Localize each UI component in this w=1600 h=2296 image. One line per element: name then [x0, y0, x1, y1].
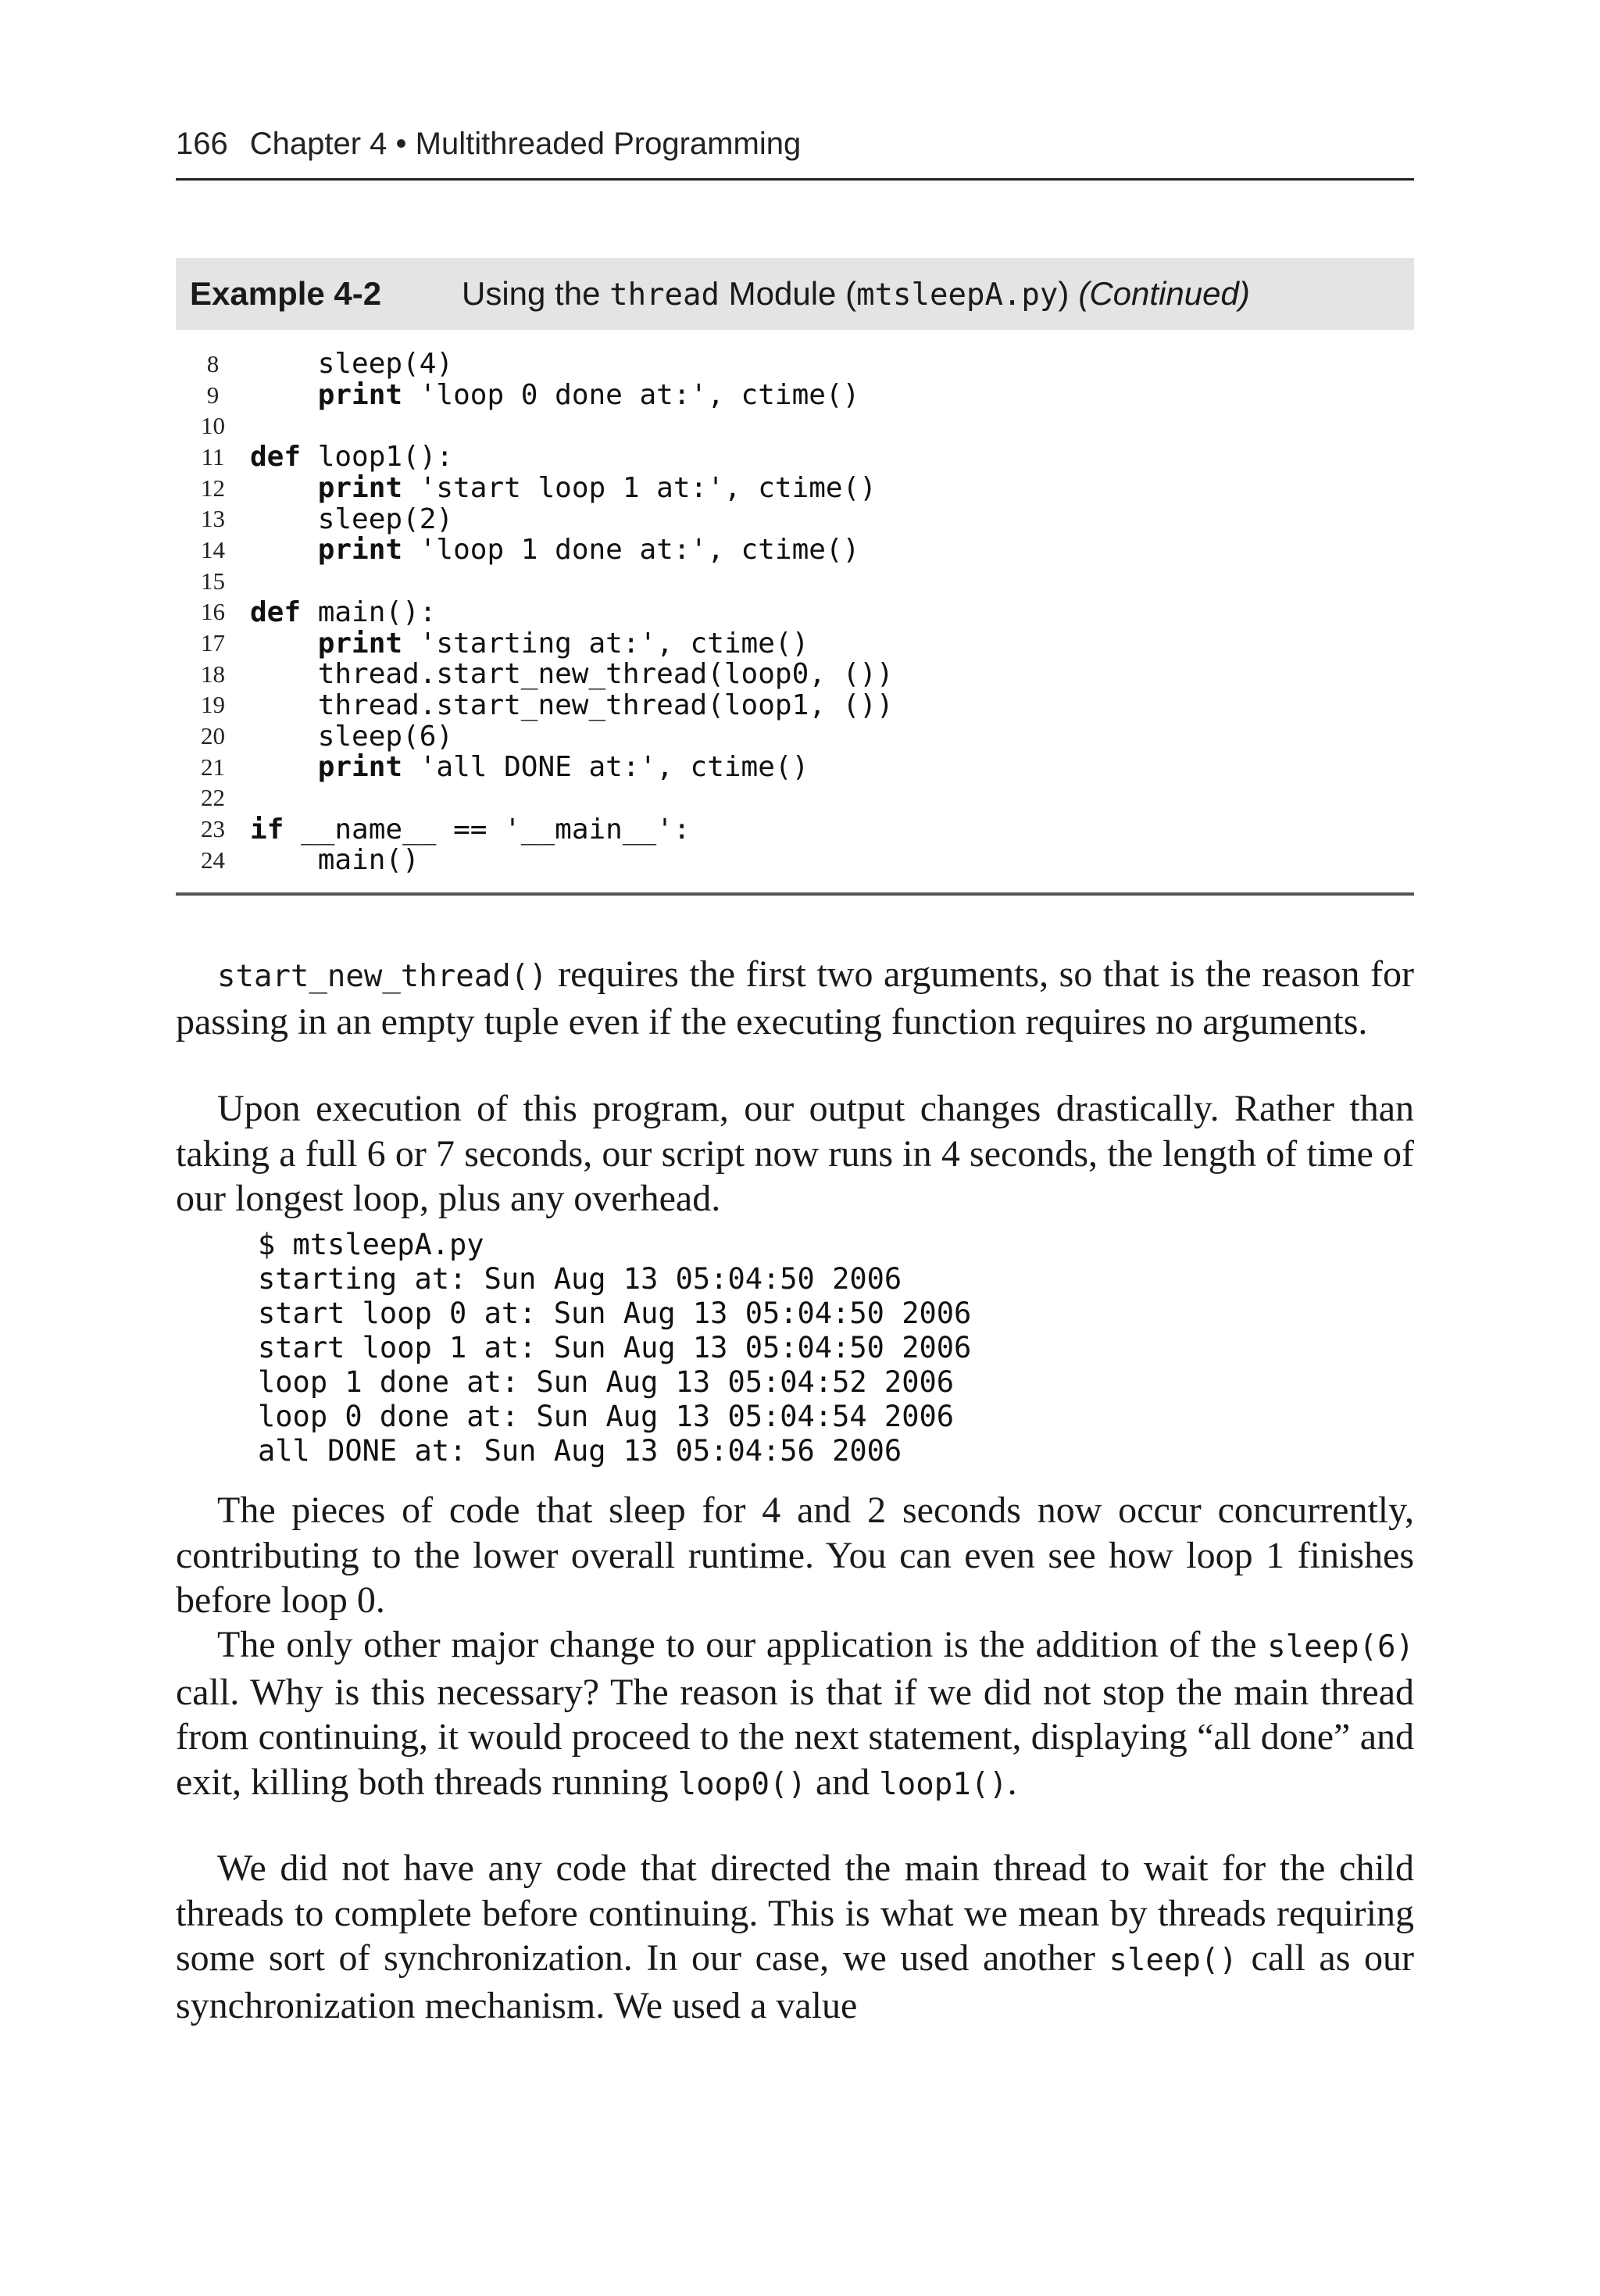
code-line [176, 597, 1414, 628]
code-line [176, 503, 1414, 535]
line-number: 21 [201, 753, 225, 781]
inline-code: sleep(6) [1267, 1629, 1414, 1665]
code-text: main() [317, 844, 420, 877]
code-line [176, 535, 1414, 566]
code-text: sleep(4) [317, 348, 454, 381]
program-output [258, 1228, 1352, 1468]
line-number: 16 [201, 598, 225, 626]
code-text: print 'starting at:', ctime() [317, 627, 809, 660]
code-text: print 'loop 1 done at:', ctime() [317, 534, 860, 567]
line-number: 20 [201, 722, 225, 750]
code-text: sleep(2) [317, 502, 454, 535]
header-rule [176, 178, 1414, 181]
line-number: 19 [201, 691, 225, 719]
line-number: 18 [201, 660, 225, 688]
code-line [176, 473, 1414, 504]
running-head [176, 123, 1414, 164]
output-line: loop 0 done at: Sun Aug 13 05:04:54 2006 [258, 1400, 955, 1433]
line-number: 10 [201, 412, 225, 440]
code-text: print 'start loop 1 at:', ctime() [317, 472, 877, 505]
inline-code: sleep() [1109, 1943, 1238, 1978]
code-line [176, 845, 1414, 876]
paragraph-3: The pieces of code that sleep for 4 and 2 seconds now occur concurrently, contributing to the lower overall runtime. You can even see how loop 1 finishes before loop 0. [176, 1490, 1414, 1621]
code-line [176, 721, 1414, 752]
line-number: 15 [201, 567, 225, 595]
code-text: print 'loop 0 done at:', ctime() [317, 379, 860, 412]
line-number: 23 [201, 815, 225, 843]
example-caption-bar [176, 258, 1414, 330]
output-line: start loop 1 at: Sun Aug 13 05:04:50 2006 [258, 1331, 972, 1364]
code-line [176, 814, 1414, 845]
line-number: 11 [201, 442, 225, 470]
code-keyword: print [317, 534, 403, 567]
code-line [176, 380, 1414, 411]
example-caption: Using the thread Module (mtsleepA.py) (Continued) [462, 275, 1250, 313]
code-text: thread.start_new_thread(loop1, ()) [317, 688, 894, 721]
line-number: 14 [201, 535, 225, 563]
code-keyword: print [317, 751, 403, 784]
code-line [176, 690, 1414, 721]
code-keyword: def [250, 595, 302, 628]
line-number: 22 [201, 784, 225, 812]
code-line [176, 349, 1414, 380]
code-line [176, 752, 1414, 783]
code-keyword: if [250, 813, 284, 846]
caption-code-filename: mtsleepA.py [856, 277, 1059, 313]
chapter-title: Chapter 4 • Multithreaded Programming [249, 127, 802, 161]
example-label: Example 4-2 [190, 275, 382, 312]
code-text: def main(): [250, 595, 437, 628]
code-text: thread.start_new_thread(loop0, ()) [317, 658, 894, 691]
line-number: 8 [206, 349, 220, 377]
caption-continued: (Continued) [1078, 275, 1250, 312]
code-line [176, 566, 1414, 597]
line-number: 9 [206, 381, 220, 409]
code-keyword: print [317, 627, 403, 660]
output-line: $ mtsleepA.py [258, 1228, 484, 1261]
code-text: sleep(6) [317, 720, 454, 753]
line-number: 24 [201, 846, 225, 874]
code-keyword: def [250, 441, 302, 474]
inline-code: loop0() [677, 1766, 806, 1802]
code-keyword: print [317, 379, 403, 412]
page-number: 166 [176, 127, 228, 161]
code-line [176, 410, 1414, 442]
code-text: print 'all DONE at:', ctime() [317, 751, 809, 784]
output-line: start loop 0 at: Sun Aug 13 05:04:50 2006 [258, 1296, 972, 1330]
inline-code: loop1() [879, 1766, 1008, 1802]
paragraph-5: We did not have any code that directed the main thread to wait for the child threads to complete before continuing. This is what we mean by threads requiring some sort of synchronization. In our case, we used another sleep() call as our synchronization mechanism. We used a value [176, 1847, 1414, 2026]
paragraph-1: start_new_thread() requires the first two arguments, so that is the reason for passing in an empty tuple even if the executing function requires no arguments. [176, 953, 1414, 1042]
output-line: starting at: Sun Aug 13 05:04:50 2006 [258, 1262, 902, 1296]
listing-bottom-rule [176, 892, 1414, 896]
line-number: 12 [201, 474, 225, 502]
inline-code: start_new_thread() [217, 959, 548, 994]
code-text: if __name__ == '__main__': [250, 813, 691, 846]
paragraph-4: The only other major change to our application is the addition of the sleep(6) call. Why is this necessary? The reason is that if we did not stop the main thread from continuing, it would proceed to the next statement, displaying “all done” and exit, killing both threads running loop0() and loop1(). [176, 1624, 1414, 1803]
code-line [176, 442, 1414, 473]
code-listing [176, 349, 1414, 876]
code-text: def loop1(): [250, 441, 454, 474]
paragraph-2: Upon execution of this program, our output changes drastically. Rather than taking a full 6 or 7 seconds, our script now runs in 4 seconds, the length of time of our longest loop, plus any overhead. [176, 1088, 1414, 1219]
code-keyword: print [317, 472, 403, 505]
output-line: all DONE at: Sun Aug 13 05:04:56 2006 [258, 1434, 902, 1468]
output-line: loop 1 done at: Sun Aug 13 05:04:52 2006 [258, 1365, 955, 1399]
code-line [176, 783, 1414, 814]
caption-code-module: thread [609, 277, 720, 313]
code-line [176, 659, 1414, 690]
line-number: 13 [201, 505, 225, 533]
code-line [176, 628, 1414, 659]
line-number: 17 [201, 629, 225, 657]
